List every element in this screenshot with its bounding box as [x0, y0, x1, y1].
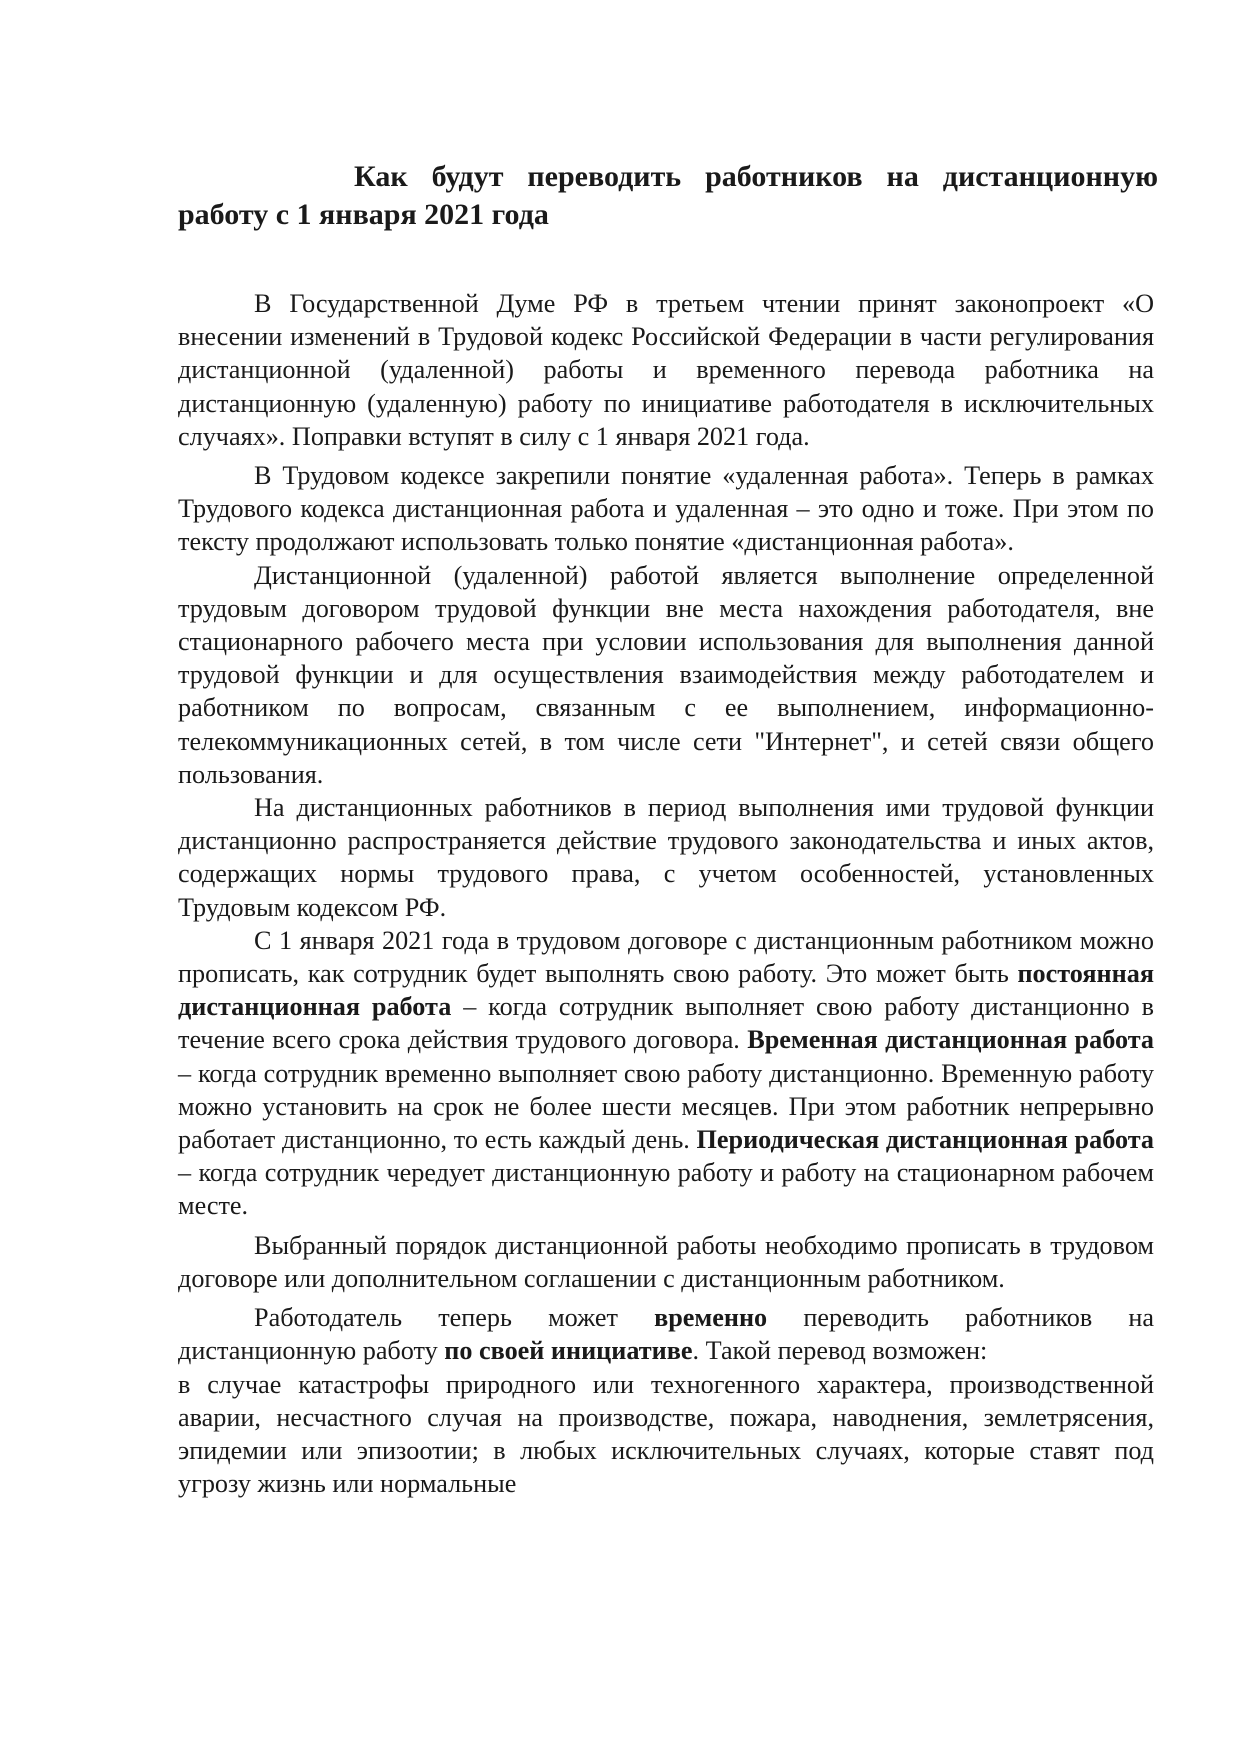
paragraph-labor-law-applies: На дистанционных работников в период выполнения ими трудовой функции дистанционно распространяется действие трудового законодательства и иных актов, содержащих нормы трудового права, с учетом особенностей, установленных Трудовым кодексом РФ.	[178, 793, 1154, 922]
term-periodic-remote-work: Периодическая дистанционная работа	[696, 1125, 1154, 1155]
paragraph-work-types	[178, 924, 1154, 1223]
term-permanent-remote-work: постоянная дистанционная работа	[178, 959, 1154, 1022]
paragraph-law-adopted: В Государственной Думе РФ в третьем чтении принят законопроект «О внесении изменений в Трудовой кодекс Российской Федерации в части регулирования дистанционной (удаленной) работы и временного перевода работника на дистанционную (удаленную) работу по инициативе работодателя в исключительных случаях». Поправки вступят в силу с 1 января 2021 года.	[178, 289, 1154, 451]
paragraph-transfer-cases: в случае катастрофы природного или техногенного характера, производственной аварии, несчастного случая на производстве, пожара, наводнения, землетрясения, эпидемии или эпизоотии; в любых исключительных случаях, которые ставят под угрозу жизнь или нормальные	[178, 1369, 1154, 1499]
paragraph-remote-work-definition: Дистанционной (удаленной) работой является выполнение определенной трудовым договором трудовой функции вне места нахождения работодателя, вне стационарного рабочего места при условии использования для выполнения данной трудовой функции и для осуществления взаимодействия между работодателем и работником по вопросам, связанным с ее выполнением, информационно-телекоммуникационных сетей, в том числе сети "Интернет", и сетей связи общего пользования.	[178, 560, 1154, 789]
paragraph-remote-work-concept: В Трудовом кодексе закрепили понятие «удаленная работа». Теперь в рамках Трудового кодекса дистанционная работа и удаленная – это одно и тоже. При этом по тексту продолжают использовать только понятие «дистанционная работа».	[178, 461, 1154, 557]
text-segment: – когда сотрудник выполняет свою работу дистанционно в течение всего срока действия трудового договора.	[178, 992, 1154, 1055]
text-segment: Работодатель теперь может	[254, 1303, 655, 1333]
text-segment: переводить работников на дистанционную работу	[178, 1303, 1154, 1366]
term-temporary-remote-work: Временная дистанционная работа	[747, 1025, 1154, 1055]
text-segment: – когда сотрудник временно выполняет свою работу дистанционно. Временную работу можно установить на срок не более шести месяцев. При этом работник непрерывно работает дистанционно, то есть каждый день.	[178, 1058, 1154, 1155]
paragraph-employer-initiative	[178, 1301, 1154, 1367]
term-temporarily: временно	[654, 1303, 768, 1333]
term-own-initiative: по своей инициативе	[444, 1336, 693, 1366]
paragraph-contract-order: Выбранный порядок дистанционной работы необходимо прописать в трудовом договоре или дополнительном соглашении с дистанционным работником.	[178, 1230, 1154, 1293]
text-segment: . Такой перевод возможен:	[692, 1336, 988, 1366]
document-title: Как будут переводить работников на дистанционную работу с 1 января 2021 года	[178, 160, 1158, 231]
text-segment: С 1 января 2021 года в трудовом договоре с дистанционным работником можно прописать, как сотрудник будет выполнять свою работу. Это может быть	[178, 925, 1154, 989]
text-segment: – когда сотрудник чередует дистанционную работу и работу на стационарном рабочем месте.	[178, 1158, 1154, 1221]
document-body	[178, 287, 1154, 1500]
